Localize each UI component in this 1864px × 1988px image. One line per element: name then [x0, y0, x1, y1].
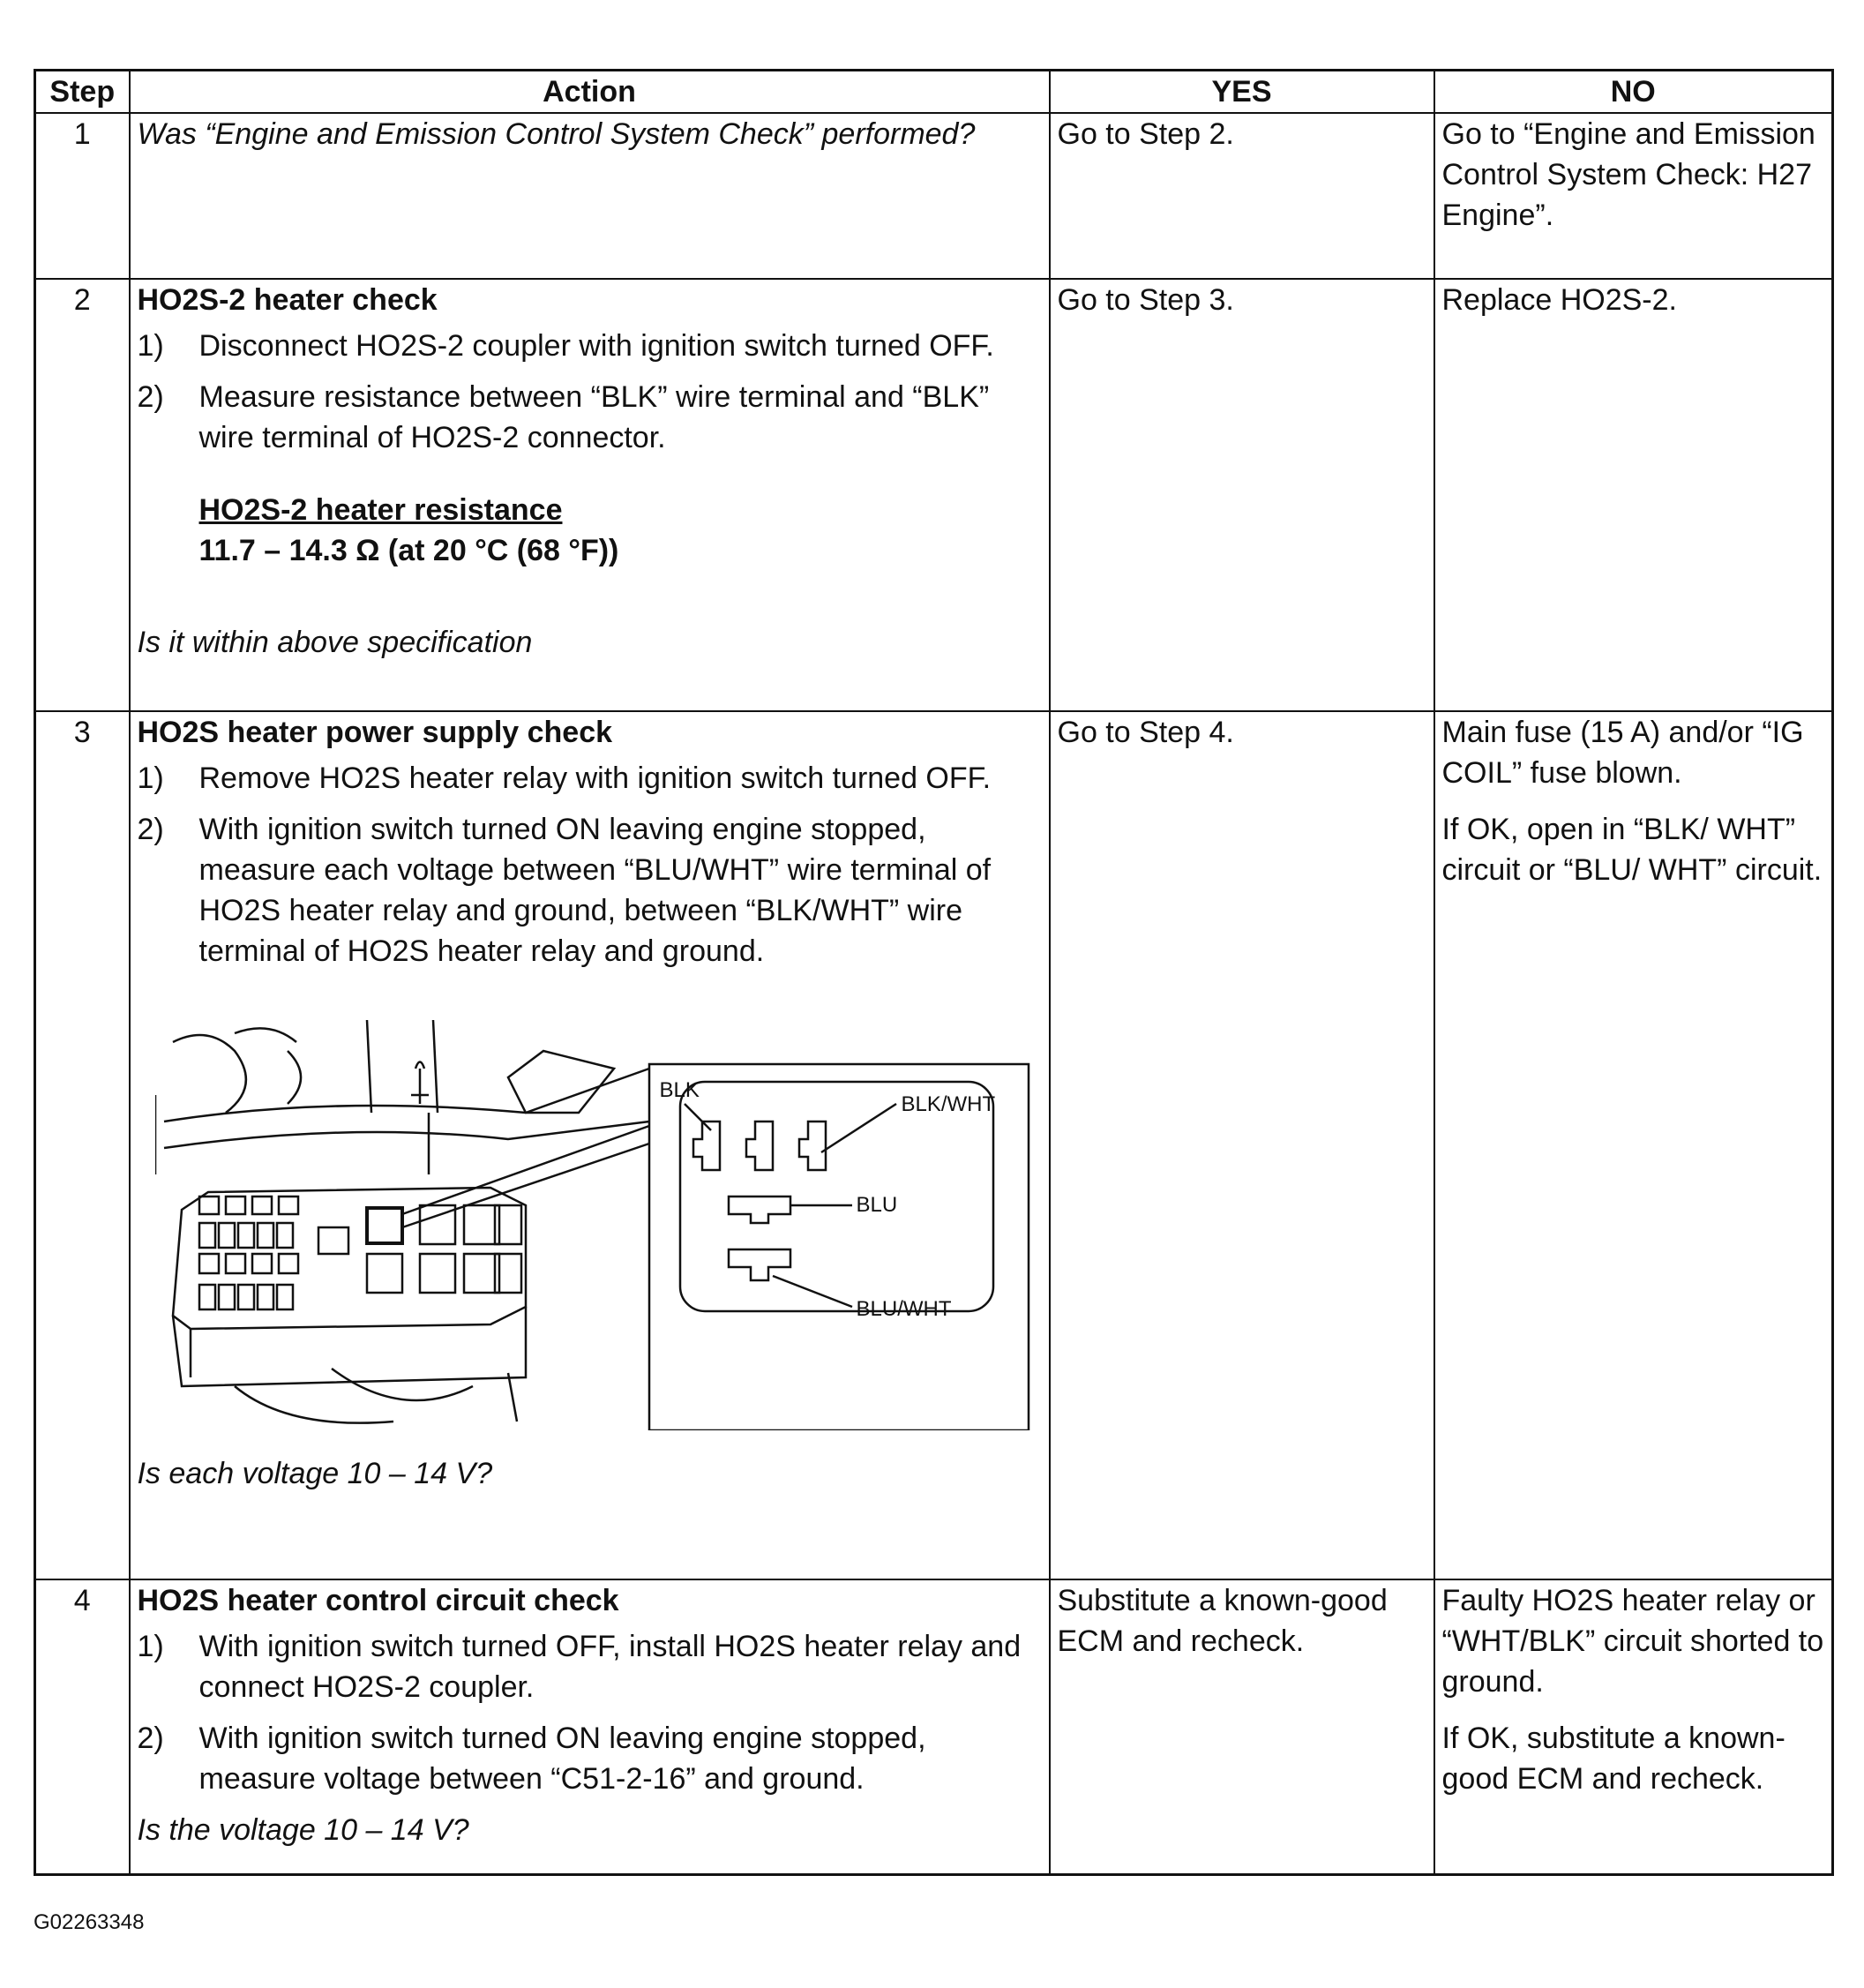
step-number: 2 [35, 279, 130, 711]
substep [138, 809, 1042, 971]
troubleshooting-table [34, 69, 1834, 1876]
table-row [35, 1579, 1833, 1874]
substep-text: With ignition switch turned OFF, install HO2S heater relay and connect HO2S-2 coupler. [198, 1630, 1022, 1704]
action-question: Was “Engine and Emission Control System Check” performed? [137, 117, 976, 151]
spec-block [199, 490, 1042, 571]
table-row [35, 113, 1833, 279]
fuse-box-diagram [155, 1016, 1037, 1430]
yes-cell: Substitute a known-good ECM and recheck. [1050, 1579, 1434, 1874]
step-title: HO2S heater control circuit check [137, 1584, 619, 1617]
step-title: HO2S heater power supply check [137, 716, 613, 749]
substep-list [138, 1626, 1042, 1799]
action-cell [130, 113, 1050, 279]
table-row [35, 279, 1833, 711]
no-cell [1434, 1579, 1833, 1874]
header-yes: YES [1050, 71, 1434, 114]
substep [138, 1626, 1042, 1707]
spec-title: HO2S-2 heater resistance [198, 493, 563, 527]
label-blk: BLK [659, 1078, 700, 1102]
action-cell [130, 1579, 1050, 1874]
action-question: Is it within above specification [137, 626, 533, 659]
substep [138, 758, 1042, 799]
table-row [35, 711, 1833, 1579]
substep-number: 2) [137, 1722, 164, 1755]
header-no: NO [1434, 71, 1833, 114]
label-blk-wht: BLK/WHT [901, 1092, 996, 1116]
substep-list [138, 326, 1042, 458]
no-text: Faulty HO2S heater relay or “WHT/BLK” circuit shorted to ground. [1441, 1584, 1824, 1699]
document-code: G02263348 [34, 1910, 145, 1934]
substep-number: 2) [137, 380, 164, 414]
substep [138, 377, 1042, 458]
fuse-box-illustration [155, 1016, 1037, 1430]
label-blu: BLU [856, 1193, 898, 1217]
no-text: Replace HO2S-2. [1441, 283, 1677, 317]
step-title: HO2S-2 heater check [137, 283, 438, 317]
spec-value: 11.7 – 14.3 Ω (at 20 °C (68 °F)) [198, 534, 619, 567]
action-cell [130, 279, 1050, 711]
no-cell [1434, 113, 1833, 279]
header-row [35, 71, 1833, 114]
no-text: If OK, open in “BLK/ WHT” circuit or “BLU/ WHT” circuit. [1441, 813, 1823, 887]
substep-number: 2) [137, 813, 164, 846]
substep-list [138, 758, 1042, 971]
step-number: 4 [35, 1579, 130, 1874]
substep-text: With ignition switch turned ON leaving engine stopped, measure voltage between “C51-2-16” and ground. [198, 1722, 926, 1796]
substep-number: 1) [137, 761, 164, 795]
substep-text: Disconnect HO2S-2 coupler with ignition switch turned OFF. [198, 329, 994, 363]
substep-text: Measure resistance between “BLK” wire terminal and “BLK” wire terminal of HO2S-2 connector. [198, 380, 990, 454]
substep [138, 326, 1042, 366]
substep-number: 1) [137, 1630, 164, 1663]
no-text: Go to “Engine and Emission Control System Check: H27 Engine”. [1441, 117, 1815, 232]
no-text: If OK, substitute a known-good ECM and recheck. [1441, 1722, 1785, 1796]
no-text: Main fuse (15 A) and/or “IG COIL” fuse blown. [1441, 716, 1804, 790]
step-number: 1 [35, 113, 130, 279]
action-cell [130, 711, 1050, 1579]
action-question: Is each voltage 10 – 14 V? [137, 1457, 493, 1490]
yes-cell: Go to Step 3. [1050, 279, 1434, 711]
no-cell [1434, 279, 1833, 711]
header-action: Action [130, 71, 1050, 114]
action-question: Is the voltage 10 – 14 V? [137, 1813, 469, 1847]
substep-text: With ignition switch turned ON leaving engine stopped, measure each voltage between “BLU/WHT” wire terminal of HO2S heater relay and ground, between “BLK/WHT” wire terminal of HO2S heater relay and ground. [198, 813, 992, 968]
step-number: 3 [35, 711, 130, 1579]
label-blu-wht: BLU/WHT [856, 1297, 952, 1321]
no-cell [1434, 711, 1833, 1579]
substep-text: Remove HO2S heater relay with ignition switch turned OFF. [198, 761, 992, 795]
substep [138, 1718, 1042, 1799]
substep-number: 1) [137, 329, 164, 363]
header-step: Step [35, 71, 130, 114]
yes-cell: Go to Step 4. [1050, 711, 1434, 1579]
yes-cell: Go to Step 2. [1050, 113, 1434, 279]
